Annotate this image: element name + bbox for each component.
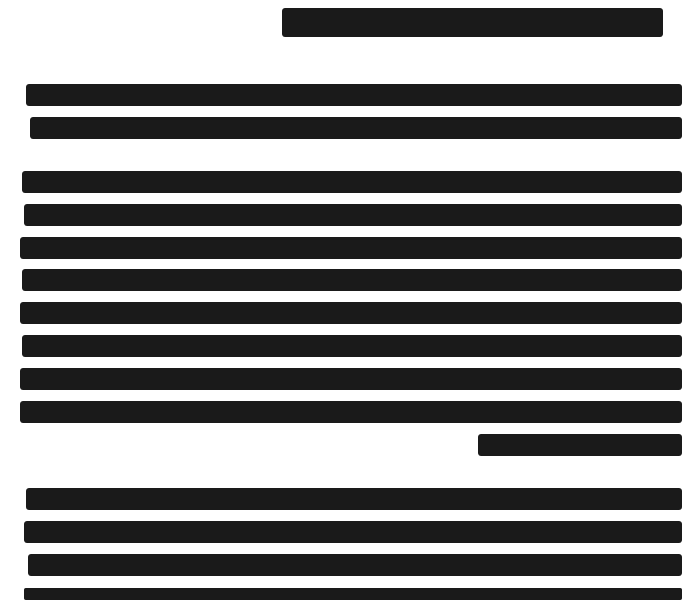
paragraph-3-line-2 xyxy=(24,521,682,543)
headline xyxy=(282,8,663,37)
paragraph-2-line-9 xyxy=(478,434,682,456)
paragraph-2-line-3 xyxy=(20,237,682,259)
paragraph-3-line-1 xyxy=(26,488,682,510)
paragraph-1-line-2 xyxy=(30,117,682,139)
paragraph-2-line-8 xyxy=(20,401,682,423)
paragraph-1-line-1 xyxy=(26,84,682,106)
paragraph-2-line-4 xyxy=(22,269,682,291)
paragraph-4-line-1 xyxy=(24,588,682,600)
paragraph-2-line-6 xyxy=(22,335,682,357)
paragraph-2-line-1 xyxy=(22,171,682,193)
paragraph-2-line-7 xyxy=(20,368,682,390)
paragraph-3-line-3 xyxy=(28,554,682,576)
paragraph-2-line-2 xyxy=(24,204,682,226)
paragraph-2-line-5 xyxy=(20,302,682,324)
